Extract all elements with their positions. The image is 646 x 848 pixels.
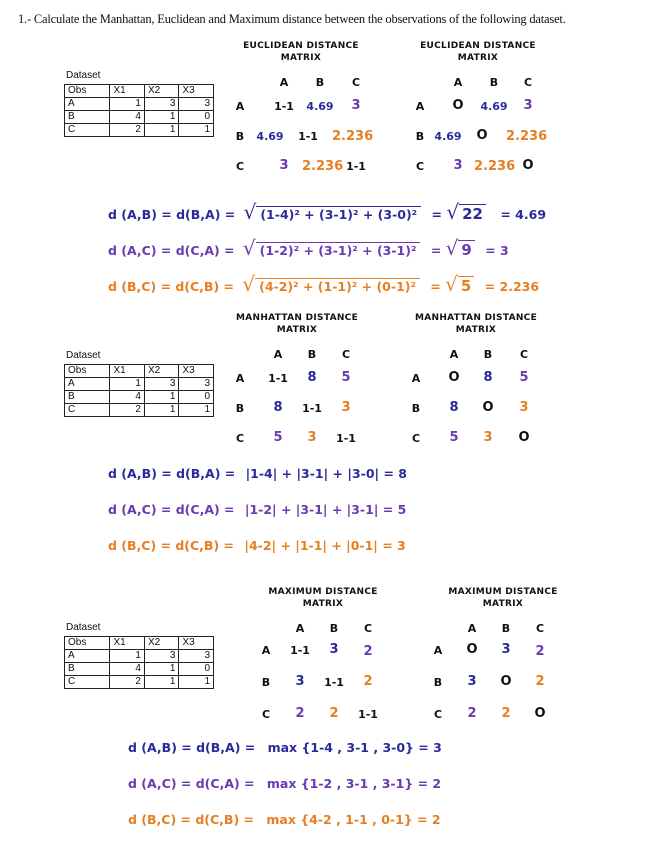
eq-lhs: d (A,B) = d(B,A) =	[128, 740, 256, 755]
eq-lhs: d (B,C) = d(C,B) =	[108, 538, 235, 553]
eq-expr: |1-4| + |3-1| + |3-0| = 8	[245, 466, 407, 481]
matrix-cell: 1-1	[302, 402, 322, 415]
cell: 0	[179, 391, 214, 404]
maximum-eq-bc	[128, 812, 441, 827]
maximum-matrix-title-right	[428, 586, 578, 610]
eq-expr: (1-2)² + (3-1)² + (3-1)²	[256, 242, 421, 258]
dataset-label: Dataset	[66, 622, 101, 633]
table-row	[65, 378, 214, 391]
matrix-cell: O	[476, 128, 488, 143]
sqrt-symbol: √	[242, 236, 256, 260]
eq-lhs: d (A,C) = d(C,A) =	[108, 243, 235, 258]
title-line: EUCLIDEAN DISTANCE	[243, 41, 359, 51]
cell: A	[65, 650, 110, 663]
col-label: C	[523, 76, 533, 89]
title-line: MAXIMUM DISTANCE	[448, 587, 558, 597]
eq-root: 9	[458, 240, 474, 259]
eq-result: = 3	[485, 243, 509, 258]
cell: 1	[110, 378, 145, 391]
matrix-cell: 2	[295, 706, 305, 721]
matrix-cell: O	[466, 642, 478, 657]
cell: 3	[179, 378, 214, 391]
matrix-cell: 2	[501, 706, 511, 721]
col-header: X3	[179, 637, 214, 650]
matrix-cell: 3	[483, 430, 493, 445]
matrix-cell: 1-1	[358, 708, 378, 721]
row-label: B	[433, 676, 443, 689]
cell: C	[65, 676, 110, 689]
matrix-cell: 3	[523, 98, 533, 113]
matrix-cell: 2	[363, 674, 373, 689]
table-header-row	[65, 365, 214, 378]
table-header-row	[65, 637, 214, 650]
row-label: C	[235, 160, 245, 173]
table-row	[65, 404, 214, 417]
matrix-cell: 2	[329, 706, 339, 721]
matrix-cell: 2	[363, 644, 373, 659]
row-label: A	[433, 644, 443, 657]
cell: 1	[144, 676, 179, 689]
euclidean-eq-ac	[108, 236, 509, 260]
euclidean-eq-bc	[108, 272, 539, 296]
table-row	[65, 124, 214, 137]
cell: C	[65, 404, 110, 417]
eq-expr: (1-4)² + (3-1)² + (3-0)²	[256, 206, 421, 222]
matrix-cell: 4.69	[306, 100, 334, 113]
euclidean-eq-ab	[108, 200, 546, 224]
col-header: X2	[144, 365, 179, 378]
matrix-cell: 8	[449, 400, 459, 415]
matrix-cell: O	[452, 98, 464, 113]
matrix-cell: 2.236	[474, 159, 516, 174]
matrix-cell: 2	[467, 706, 477, 721]
col-label: C	[351, 76, 361, 89]
eq-expr: max {1-2 , 3-1 , 3-1} = 2	[266, 776, 442, 791]
matrix-cell: O	[534, 706, 546, 721]
cell: 1	[179, 124, 214, 137]
col-header: X2	[144, 637, 179, 650]
col-header: X2	[144, 85, 179, 98]
dataset-label: Dataset	[66, 350, 101, 361]
col-label: C	[363, 622, 373, 635]
matrix-cell: 4.69	[480, 100, 508, 113]
matrix-cell: 8	[483, 370, 493, 385]
cell: 0	[179, 663, 214, 676]
col-label: A	[279, 76, 289, 89]
cell: 4	[110, 391, 145, 404]
matrix-cell: 1-1	[324, 676, 344, 689]
title-line: MATRIX	[280, 53, 322, 63]
row-label: B	[261, 676, 271, 689]
title-line: MATRIX	[276, 325, 318, 335]
matrix-cell: O	[482, 400, 494, 415]
eq-expr: |4-2| + |1-1| + |0-1| = 3	[244, 538, 406, 553]
matrix-cell: 1-1	[346, 160, 366, 173]
matrix-cell: 3	[519, 400, 529, 415]
col-header: X1	[110, 365, 145, 378]
dataset-table	[64, 84, 214, 137]
col-header: X3	[179, 365, 214, 378]
col-label: B	[315, 76, 325, 89]
row-label: B	[235, 130, 245, 143]
matrix-cell: 3	[453, 158, 463, 173]
eq-lhs: d (A,B) = d(B,A) =	[108, 207, 236, 222]
cell: B	[65, 663, 110, 676]
matrix-cell: 1-1	[336, 432, 356, 445]
matrix-cell: 3	[351, 98, 361, 113]
cell: 1	[179, 676, 214, 689]
col-header: Obs	[65, 637, 110, 650]
matrix-cell: 3	[295, 674, 305, 689]
matrix-cell: 1-1	[274, 100, 294, 113]
matrix-cell: 5	[273, 430, 283, 445]
eq-expr: |1-2| + |3-1| + |3-1| = 5	[244, 502, 407, 517]
col-label: B	[489, 76, 499, 89]
eq-lhs: d (B,C) = d(C,B) =	[108, 279, 235, 294]
matrix-cell: 2	[535, 644, 545, 659]
cell: 1	[144, 663, 179, 676]
eq-result: = 2.236	[484, 279, 540, 294]
page-title: 1.- Calculate the Manhattan, Euclidean and Maximum distance between the observations of the following dataset.	[18, 12, 566, 26]
manhattan-matrix-title-left	[222, 312, 372, 336]
manhattan-matrix-title-right	[401, 312, 551, 336]
euclidean-matrix-title-right	[403, 40, 553, 64]
eq-equals: =	[430, 243, 442, 258]
dataset-label: Dataset	[66, 70, 101, 81]
col-header: X1	[110, 637, 145, 650]
cell: 2	[110, 124, 145, 137]
col-header: X3	[179, 85, 214, 98]
matrix-cell: 1-1	[290, 644, 310, 657]
title-line: MAXIMUM DISTANCE	[268, 587, 378, 597]
col-header: Obs	[65, 365, 110, 378]
row-label: C	[433, 708, 443, 721]
eq-equals: =	[430, 279, 441, 294]
matrix-cell: O	[500, 674, 512, 689]
cell: 1	[110, 650, 145, 663]
eq-lhs: d (A,C) = d(C,A) =	[108, 502, 235, 517]
cell: A	[65, 378, 110, 391]
manhattan-eq-ac	[108, 502, 406, 517]
matrix-cell: 3	[467, 674, 477, 689]
matrix-cell: 5	[341, 370, 351, 385]
cell: 3	[179, 650, 214, 663]
cell: 1	[179, 404, 214, 417]
table-row	[65, 650, 214, 663]
matrix-cell: 3	[307, 430, 317, 445]
col-label: A	[467, 622, 477, 635]
sqrt-symbol: √	[445, 272, 458, 296]
col-label: B	[307, 348, 317, 361]
cell: 1	[110, 98, 145, 111]
eq-root: 22	[459, 204, 486, 223]
cell: 3	[144, 378, 179, 391]
dataset-table	[64, 364, 214, 417]
cell: 4	[110, 663, 145, 676]
row-label: C	[261, 708, 271, 721]
row-label: B	[235, 402, 245, 415]
matrix-cell: 2.236	[332, 129, 374, 144]
matrix-cell: 4.69	[256, 130, 284, 143]
row-label: A	[415, 100, 425, 113]
table-row	[65, 676, 214, 689]
col-header: Obs	[65, 85, 110, 98]
col-label: B	[501, 622, 511, 635]
matrix-cell: 2	[535, 674, 545, 689]
matrix-cell: O	[448, 370, 460, 385]
matrix-cell: O	[518, 430, 530, 445]
sqrt-symbol: √	[446, 200, 460, 224]
cell: 1	[144, 124, 179, 137]
matrix-cell: 3	[329, 642, 339, 657]
col-label: B	[483, 348, 493, 361]
sqrt-symbol: √	[445, 236, 459, 260]
table-row	[65, 98, 214, 111]
cell: 2	[110, 404, 145, 417]
matrix-cell: 2.236	[506, 129, 548, 144]
eq-root: 5	[458, 276, 474, 295]
table-row	[65, 391, 214, 404]
row-label: C	[411, 432, 421, 445]
title-line: MATRIX	[457, 53, 499, 63]
row-label: B	[415, 130, 425, 143]
col-label: C	[519, 348, 529, 361]
matrix-cell: 4.69	[434, 130, 462, 143]
row-label: A	[235, 372, 245, 385]
col-label: C	[341, 348, 351, 361]
col-label: B	[329, 622, 339, 635]
matrix-cell: 8	[273, 400, 283, 415]
col-label: A	[295, 622, 305, 635]
row-label: C	[415, 160, 425, 173]
matrix-cell: 3	[501, 642, 511, 657]
eq-result: = 4.69	[500, 207, 547, 222]
title-line: MANHATTAN DISTANCE	[414, 313, 538, 323]
eq-lhs: d (A,C) = d(C,A) =	[128, 776, 255, 791]
eq-lhs: d (A,B) = d(B,A) =	[108, 466, 236, 481]
title-line: EUCLIDEAN DISTANCE	[420, 41, 536, 51]
title-line: MATRIX	[482, 599, 524, 609]
matrix-cell: 3	[341, 400, 351, 415]
matrix-cell: 1-1	[298, 130, 318, 143]
row-label: B	[411, 402, 421, 415]
cell: 1	[144, 111, 179, 124]
eq-equals: =	[431, 207, 442, 222]
matrix-cell: 5	[519, 370, 529, 385]
manhattan-eq-bc	[108, 538, 406, 553]
cell: 2	[110, 676, 145, 689]
row-label: A	[411, 372, 421, 385]
row-label: A	[235, 100, 245, 113]
matrix-cell: 8	[307, 370, 317, 385]
title-line: MATRIX	[302, 599, 344, 609]
maximum-eq-ac	[128, 776, 441, 791]
cell: 1	[144, 391, 179, 404]
col-header: X1	[110, 85, 145, 98]
col-label: C	[535, 622, 545, 635]
eq-expr: max {1-4 , 3-1 , 3-0} = 3	[267, 740, 442, 755]
row-label: A	[261, 644, 271, 657]
matrix-cell: 2.236	[302, 159, 344, 174]
cell: 3	[144, 98, 179, 111]
maximum-eq-ab	[128, 740, 442, 755]
eq-lhs: d (B,C) = d(C,B) =	[128, 812, 255, 827]
cell: C	[65, 124, 110, 137]
dataset-table	[64, 636, 214, 689]
cell: B	[65, 391, 110, 404]
table-row	[65, 111, 214, 124]
matrix-cell: O	[522, 158, 534, 173]
matrix-cell: 5	[449, 430, 459, 445]
matrix-cell: 1-1	[268, 372, 288, 385]
table-header-row	[65, 85, 214, 98]
eq-expr: (4-2)² + (1-1)² + (0-1)²	[255, 278, 420, 294]
euclidean-matrix-title-left	[226, 40, 376, 64]
cell: A	[65, 98, 110, 111]
eq-expr: max {4-2 , 1-1 , 0-1} = 2	[266, 812, 441, 827]
cell: 1	[144, 404, 179, 417]
col-label: A	[453, 76, 463, 89]
maximum-matrix-title-left	[248, 586, 398, 610]
matrix-cell: 3	[279, 158, 289, 173]
cell: 3	[179, 98, 214, 111]
cell: 4	[110, 111, 145, 124]
cell: 3	[144, 650, 179, 663]
sqrt-symbol: √	[243, 200, 257, 224]
table-row	[65, 663, 214, 676]
title-line: MATRIX	[455, 325, 497, 335]
manhattan-eq-ab	[108, 466, 407, 481]
title-line: MANHATTAN DISTANCE	[235, 313, 359, 323]
col-label: A	[449, 348, 459, 361]
cell: 0	[179, 111, 214, 124]
col-label: A	[273, 348, 283, 361]
row-label: C	[235, 432, 245, 445]
cell: B	[65, 111, 110, 124]
sqrt-symbol: √	[242, 272, 256, 296]
